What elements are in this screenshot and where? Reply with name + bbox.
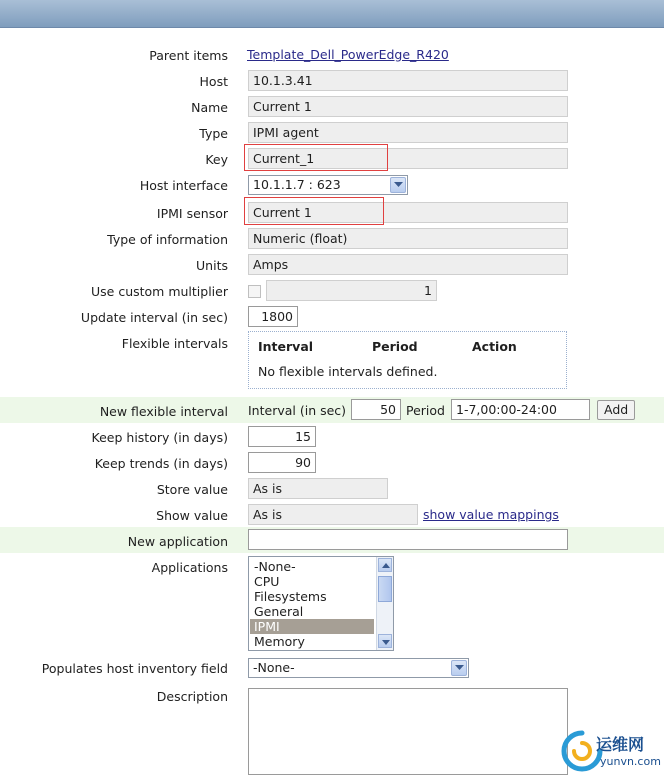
flexible-intervals-label: Flexible intervals bbox=[121, 336, 228, 351]
type-of-information-field: Numeric (float) bbox=[248, 228, 568, 249]
keep-trends-label: Keep trends (in days) bbox=[94, 456, 228, 471]
scroll-thumb[interactable] bbox=[378, 576, 392, 602]
show-value-field: As is bbox=[248, 504, 418, 525]
period-column-header: Period bbox=[372, 339, 418, 354]
description-label: Description bbox=[156, 689, 228, 704]
key-annotation-box bbox=[244, 144, 388, 171]
ipmi-sensor-field: Current 1 bbox=[248, 202, 568, 223]
applications-listbox[interactable] bbox=[248, 556, 394, 651]
host-interface-label: Host interface bbox=[139, 178, 228, 193]
store-value-label: Store value bbox=[156, 482, 228, 497]
parent-template-link[interactable]: Template_Dell_PowerEdge_R420 bbox=[247, 47, 449, 62]
scroll-down-icon[interactable] bbox=[378, 634, 392, 648]
flexible-intervals-table bbox=[248, 331, 567, 389]
application-option-memory[interactable]: Memory bbox=[254, 634, 305, 649]
chevron-down-icon bbox=[390, 177, 406, 193]
update-interval-input[interactable]: 1800 bbox=[248, 306, 298, 327]
key-label: Key bbox=[205, 152, 228, 167]
keep-history-input[interactable]: 15 bbox=[248, 426, 316, 447]
keep-trends-input[interactable]: 90 bbox=[248, 452, 316, 473]
scroll-up-icon[interactable] bbox=[378, 558, 392, 572]
application-option-none[interactable]: -None- bbox=[254, 559, 296, 574]
interval-column-header: Interval bbox=[258, 339, 314, 354]
new-application-label: New application bbox=[127, 534, 228, 549]
period-label: Period bbox=[406, 403, 445, 418]
key-field: Current_1 bbox=[248, 148, 568, 169]
inventory-field-select[interactable] bbox=[248, 658, 469, 678]
action-column-header: Action bbox=[472, 339, 517, 354]
period-input[interactable]: 1-7,00:00-24:00 bbox=[451, 399, 590, 420]
host-interface-value: 10.1.1.7 : 623 bbox=[253, 177, 341, 192]
units-label: Units bbox=[196, 258, 228, 273]
keep-history-label: Keep history (in days) bbox=[91, 430, 228, 445]
show-value-label: Show value bbox=[156, 508, 228, 523]
watermark-text: 运维网 bbox=[596, 735, 645, 754]
show-value-mappings-link[interactable]: show value mappings bbox=[423, 507, 559, 522]
name-label: Name bbox=[191, 100, 228, 115]
flexible-intervals-empty-text: No flexible intervals defined. bbox=[258, 364, 438, 379]
top-header-bar bbox=[0, 0, 664, 28]
applications-label: Applications bbox=[151, 560, 228, 575]
watermark-logo bbox=[560, 727, 664, 775]
ipmi-sensor-annotation-box bbox=[244, 197, 384, 225]
application-option-cpu[interactable]: CPU bbox=[254, 574, 280, 589]
update-interval-label: Update interval (in sec) bbox=[80, 310, 228, 325]
chevron-down-icon bbox=[451, 660, 467, 676]
name-field: Current 1 bbox=[248, 96, 568, 117]
application-option-filesystems[interactable]: Filesystems bbox=[254, 589, 327, 604]
inventory-field-value: -None- bbox=[253, 660, 295, 675]
interval-in-sec-label: Interval (in sec) bbox=[248, 403, 347, 418]
new-flexible-interval-label: New flexible interval bbox=[99, 404, 228, 419]
application-option-ipmi[interactable]: IPMI bbox=[250, 619, 374, 634]
description-textarea[interactable] bbox=[248, 688, 568, 775]
type-field: IPMI agent bbox=[248, 122, 568, 143]
inventory-field-label: Populates host inventory field bbox=[41, 661, 228, 676]
parent-items-label: Parent items bbox=[149, 48, 228, 63]
watermark-subtext: yunvn.com bbox=[600, 755, 661, 768]
host-field: 10.1.3.41 bbox=[248, 70, 568, 91]
applications-scrollbar[interactable] bbox=[376, 557, 393, 650]
type-label: Type bbox=[199, 126, 228, 141]
custom-multiplier-checkbox[interactable] bbox=[248, 285, 261, 298]
new-application-input[interactable] bbox=[248, 529, 568, 550]
host-interface-select[interactable] bbox=[248, 175, 408, 195]
host-label: Host bbox=[199, 74, 228, 89]
ipmi-sensor-label: IPMI sensor bbox=[156, 206, 228, 221]
units-field: Amps bbox=[248, 254, 568, 275]
store-value-field: As is bbox=[248, 478, 388, 499]
add-interval-button[interactable]: Add bbox=[597, 400, 635, 420]
application-option-general[interactable]: General bbox=[254, 604, 304, 619]
type-of-information-label: Type of information bbox=[107, 232, 228, 247]
custom-multiplier-field: 1 bbox=[266, 280, 437, 301]
new-interval-input[interactable]: 50 bbox=[351, 399, 401, 420]
custom-multiplier-label: Use custom multiplier bbox=[91, 284, 228, 299]
